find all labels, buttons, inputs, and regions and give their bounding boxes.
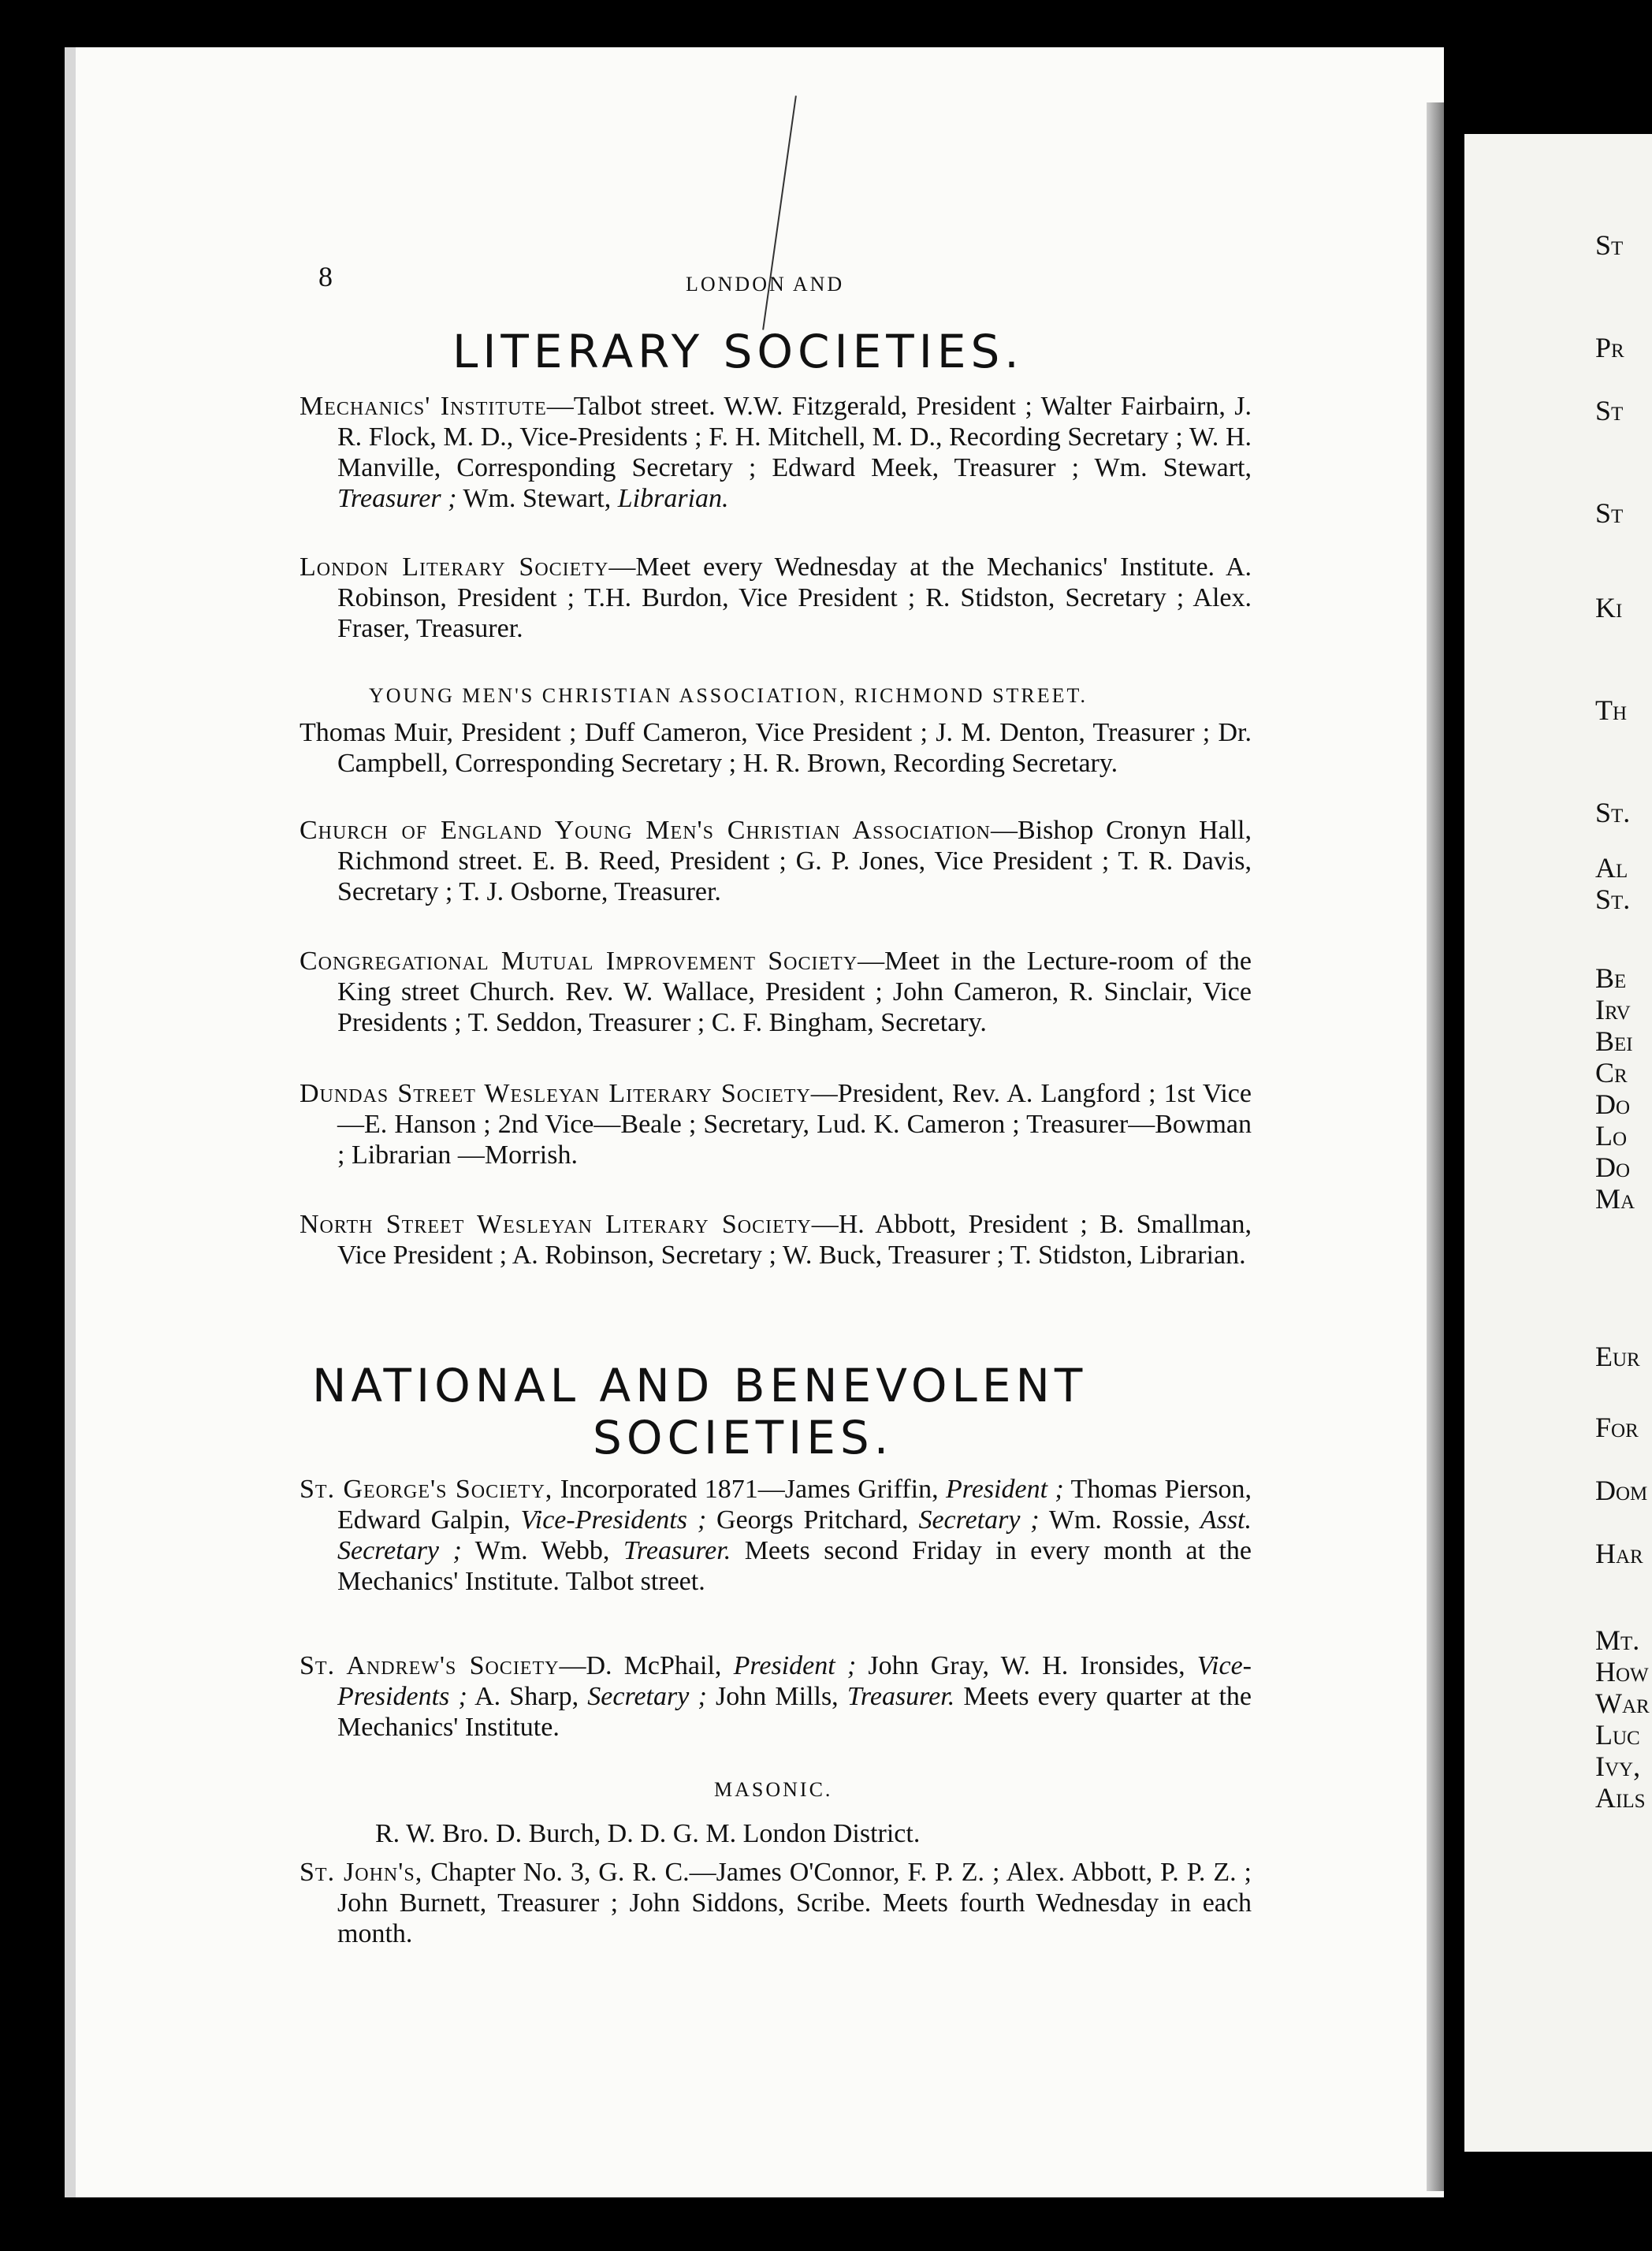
entry-name: North Street Wesleyan Literary Society (300, 1210, 812, 1239)
facing-page-text-fragment: Mt. (1595, 1624, 1640, 1656)
facing-page-text-fragment: Ki (1595, 592, 1623, 623)
entry-text: Thomas Muir, President ; Duff Cameron, Vice President ; J. M. Denton, Treasurer ; Dr. Campbell, Corresponding Secretary ; H. R. Brown, Recording Secretary. (300, 718, 1252, 778)
entry-london-literary-society (300, 552, 1252, 644)
entry-name: Dundas Street Wesleyan Literary Society (300, 1079, 811, 1108)
entry-text: —President, Rev. A. Langford ; 1st Vice—E. Hanson ; 2nd Vice—Beale ; Secretary, Lud. K. Cameron ; Treasurer—Bowman ; Librarian —Morrish. (337, 1079, 1252, 1170)
entry-text: —Meet in the Lecture-room of the King street Church. Rev. W. Wallace, President ; John Cameron, R. Sinclair, Vice Presidents ; T. Seddon, Treasurer ; C. F. Bingham, Secretary. (337, 947, 1252, 1037)
page-number: 8 (318, 261, 333, 292)
facing-page-text-fragment: Bei (1595, 1025, 1633, 1057)
entry-italic: Librarian. (617, 484, 729, 513)
entry-st-georges-society (300, 1474, 1252, 1597)
facing-page-text-fragment: Th (1595, 694, 1628, 726)
entry-italic: Treasurer. (846, 1682, 955, 1711)
entry-dundas-street-society (300, 1078, 1252, 1170)
entry-text: John Gray, W. H. Ironsides, (856, 1651, 1197, 1680)
entry-italic: Asst. Secretary ; (337, 1505, 1252, 1565)
entry-text: —Bishop Cronyn Hall, Richmond street. E. B. Reed, President ; G. P. Jones, Vice President ; T. R. Davis, Secretary ; T. J. Osborne, Treasurer. (337, 816, 1252, 906)
facing-page-text-fragment: St. (1595, 884, 1631, 915)
facing-page-text-fragment: St (1595, 395, 1624, 426)
facing-page-text-fragment: Ivy, (1595, 1751, 1641, 1782)
entry-text: Wm. Rossie, (1039, 1505, 1200, 1535)
facing-page-text-fragment: Eur (1595, 1341, 1640, 1372)
facing-page-text-fragment: Ma (1595, 1183, 1635, 1215)
facing-page-fragment (1464, 134, 1652, 2152)
entry-italic: Secretary ; (587, 1682, 707, 1711)
entry-text: Thomas Pierson, Edward Galpin, (337, 1475, 1252, 1535)
entry-st-johns-chapter (300, 1857, 1252, 1949)
entry-italic: Vice-Presidents ; (337, 1651, 1252, 1711)
entry-north-street-society (300, 1209, 1252, 1271)
entry-text: Wm. Webb, (461, 1536, 623, 1565)
entry-name: St. Andrew's Society (300, 1651, 560, 1680)
facing-page-text-fragment: Do (1595, 1152, 1631, 1183)
facing-page-text-fragment: Do (1595, 1088, 1631, 1120)
entry-text: —Meet every Wednesday at the Mechanics' Institute. A. Robinson, President ; T.H. Burdon, Vice President ; R. Stidston, Secretary ; Alex. Fraser, Treasurer. (337, 553, 1252, 643)
entry-italic: Secretary ; (918, 1505, 1040, 1535)
facing-page-text-fragment: St (1595, 497, 1624, 529)
page-edge-shadow (1427, 102, 1444, 2191)
entry-text: —D. McPhail, (559, 1651, 734, 1680)
facing-page-text-fragment: St (1595, 229, 1624, 261)
entry-text: —H. Abbott, President ; B. Smallman, Vice President ; A. Robinson, Secretary ; W. Buck, Treasurer ; T. Stidston, Librarian. (337, 1210, 1252, 1270)
section-title-national-line1: NATIONAL AND BENEVOLENT (312, 1359, 1088, 1412)
entry-italic: President ; (733, 1651, 857, 1680)
entry-congregational-society (300, 946, 1252, 1038)
facing-page-text-fragment: How (1595, 1656, 1649, 1687)
facing-page-text-fragment: Luc (1595, 1719, 1640, 1751)
entry-st-andrews-society (300, 1650, 1252, 1743)
entry-name: St. John's, (300, 1858, 423, 1887)
entry-name: London Literary Society (300, 553, 609, 582)
entry-text: Incorporated 1871—James Griffin, (553, 1475, 946, 1504)
section-title-literary: LITERARY SOCIETIES. (452, 325, 1024, 378)
entry-name: Mechanics' Institute (300, 392, 547, 421)
subhead-ymca: YOUNG MEN'S CHRISTIAN ASSOCIATION, RICHMOND STREET. (369, 684, 1088, 707)
entry-name: St. George's Society, (300, 1475, 553, 1504)
facing-page-text-fragment: Dom (1595, 1475, 1648, 1506)
facing-page-text-fragment: Irv (1595, 994, 1631, 1025)
running-head: LONDON AND (686, 273, 845, 296)
facing-page-text-fragment: War (1595, 1687, 1650, 1719)
entry-text: Meets second Friday in every month at the Mechanics' Institute. Talbot street. (337, 1536, 1252, 1596)
subhead-masonic: MASONIC. (714, 1778, 833, 1801)
entry-italic: Treasurer ; (337, 484, 457, 513)
entry-mechanics-institute (300, 391, 1252, 514)
entry-text: Chapter No. 3, G. R. C.—James O'Connor, F. P. Z. ; Alex. Abbott, P. P. Z. ; John Burnett, Treasurer ; John Siddons, Scribe. Meets fourth Wednesday in each month. (337, 1858, 1252, 1948)
entry-name: Church of England Young Men's Christian Association (300, 816, 991, 845)
facing-page-text-fragment: Be (1595, 962, 1627, 994)
entry-text: Wm. Stewart, (456, 484, 618, 513)
entry-text: John Mills, (706, 1682, 847, 1711)
facing-page-text-fragment: St. (1595, 797, 1631, 828)
entry-italic: Treasurer. (623, 1536, 731, 1565)
facing-page-text-fragment: Al (1595, 852, 1628, 884)
facing-page-text-fragment: For (1595, 1412, 1639, 1443)
entry-name: Congregational Mutual Improvement Society (300, 947, 858, 976)
facing-page-text-fragment: Ails (1595, 1782, 1646, 1814)
entry-text: Meets every quarter at the Mechanics' Institute. (337, 1682, 1252, 1742)
book-gutter (1444, 0, 1464, 2251)
entry-ymca (300, 717, 1252, 779)
entry-italic: President ; (945, 1475, 1064, 1504)
entry-text: Georgs Pritchard, (706, 1505, 919, 1535)
facing-page-text-fragment: Cr (1595, 1057, 1628, 1088)
facing-page-text-fragment: Pr (1595, 332, 1624, 363)
section-title-national-line2: SOCIETIES. (593, 1411, 894, 1464)
facing-page-text-fragment: Har (1595, 1538, 1643, 1569)
facing-page-text-fragment: Lo (1595, 1120, 1628, 1152)
entry-italic: Vice-Presidents ; (520, 1505, 707, 1535)
entry-church-of-england-ymca (300, 815, 1252, 907)
entry-text: A. Sharp, (467, 1682, 588, 1711)
entry-text: —Talbot street. W.W. Fitzgerald, President ; Walter Fairbairn, J. R. Flock, M. D., Vice-Presidents ; F. H. Mitchell, M. D., Recording Secretary ; W. H. Manville, Corresponding Secretary ; Edward Meek, Treasurer ; Wm. Stewart, (337, 392, 1252, 482)
masonic-line: R. W. Bro. D. Burch, D. D. G. M. London District. (375, 1819, 921, 1848)
